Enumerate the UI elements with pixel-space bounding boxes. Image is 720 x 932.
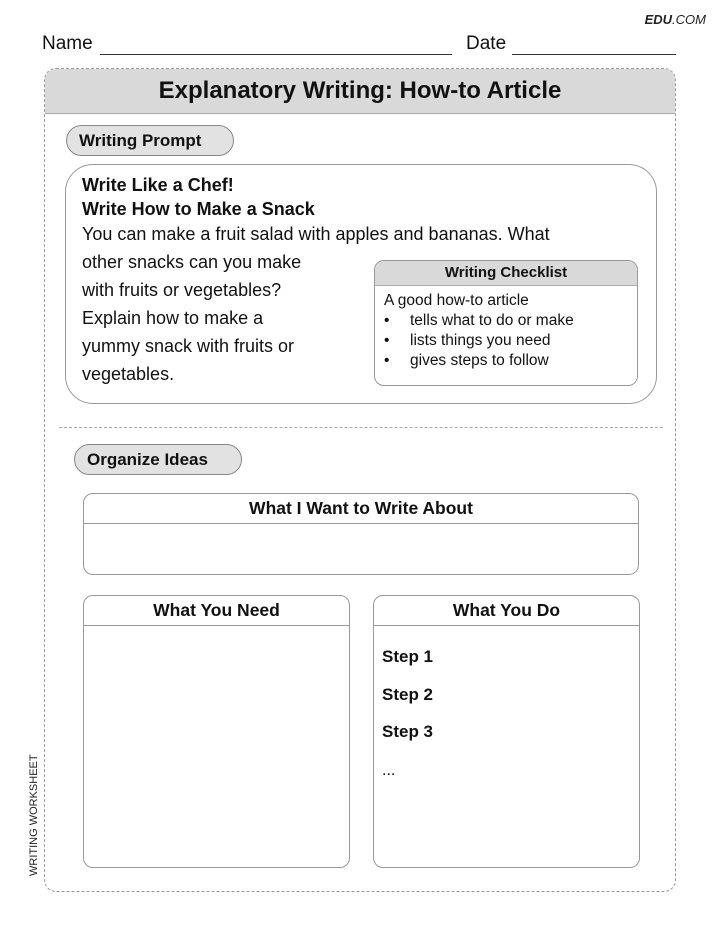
prompt-heading-2: Write How to Make a Snack xyxy=(82,199,315,219)
checklist-title: Writing Checklist xyxy=(375,261,637,286)
what-you-do-header: What You Do xyxy=(374,596,639,626)
step-label: Step 1 xyxy=(382,647,434,666)
bullet-icon: • xyxy=(384,312,390,329)
what-you-need-header: What You Need xyxy=(84,596,349,626)
more-steps-ellipsis: ... xyxy=(382,762,396,779)
worksheet xyxy=(44,68,676,892)
brand-logo: EDU.COM xyxy=(644,12,706,27)
prompt-line-6: vegetables. xyxy=(82,364,175,384)
bullet-icon: • xyxy=(384,352,390,369)
checklist-intro: A good how-to article xyxy=(384,292,529,309)
date-label: Date xyxy=(466,33,507,54)
page-title: Explanatory Writing: How-to Article xyxy=(45,69,675,114)
topic-box-header: What I Want to Write About xyxy=(84,494,638,524)
prompt-heading-1: Write Like a Chef! xyxy=(82,175,234,195)
prompt-line-1: You can make a fruit salad with apples and bananas. What xyxy=(82,224,550,244)
prompt-line-4: Explain how to make a xyxy=(82,308,264,328)
what-you-do-box[interactable] xyxy=(373,595,640,868)
writing-prompt-label: Writing Prompt xyxy=(66,125,234,156)
writing-checklist xyxy=(374,260,638,386)
name-field[interactable] xyxy=(100,54,452,55)
checklist-item: • gives steps to follow xyxy=(384,352,549,369)
bullet-icon: • xyxy=(384,332,390,349)
topic-box[interactable] xyxy=(83,493,639,575)
step-label: Step 3 xyxy=(382,722,434,741)
section-divider xyxy=(59,427,663,428)
prompt-line-5: yummy snack with fruits or xyxy=(82,336,295,356)
step-label: Step 2 xyxy=(382,685,434,704)
what-you-need-box[interactable] xyxy=(83,595,350,868)
name-label: Name xyxy=(42,33,93,54)
prompt-line-2: other snacks can you make xyxy=(82,252,302,272)
prompt-line-3: with fruits or vegetables? xyxy=(82,280,282,300)
organize-ideas-label: Organize Ideas xyxy=(74,444,242,475)
date-field[interactable] xyxy=(512,54,676,55)
worksheet-type-label: WRITING WORKSHEET xyxy=(28,754,40,876)
checklist-item: • lists things you need xyxy=(384,332,551,349)
checklist-item: • tells what to do or make xyxy=(384,312,574,329)
